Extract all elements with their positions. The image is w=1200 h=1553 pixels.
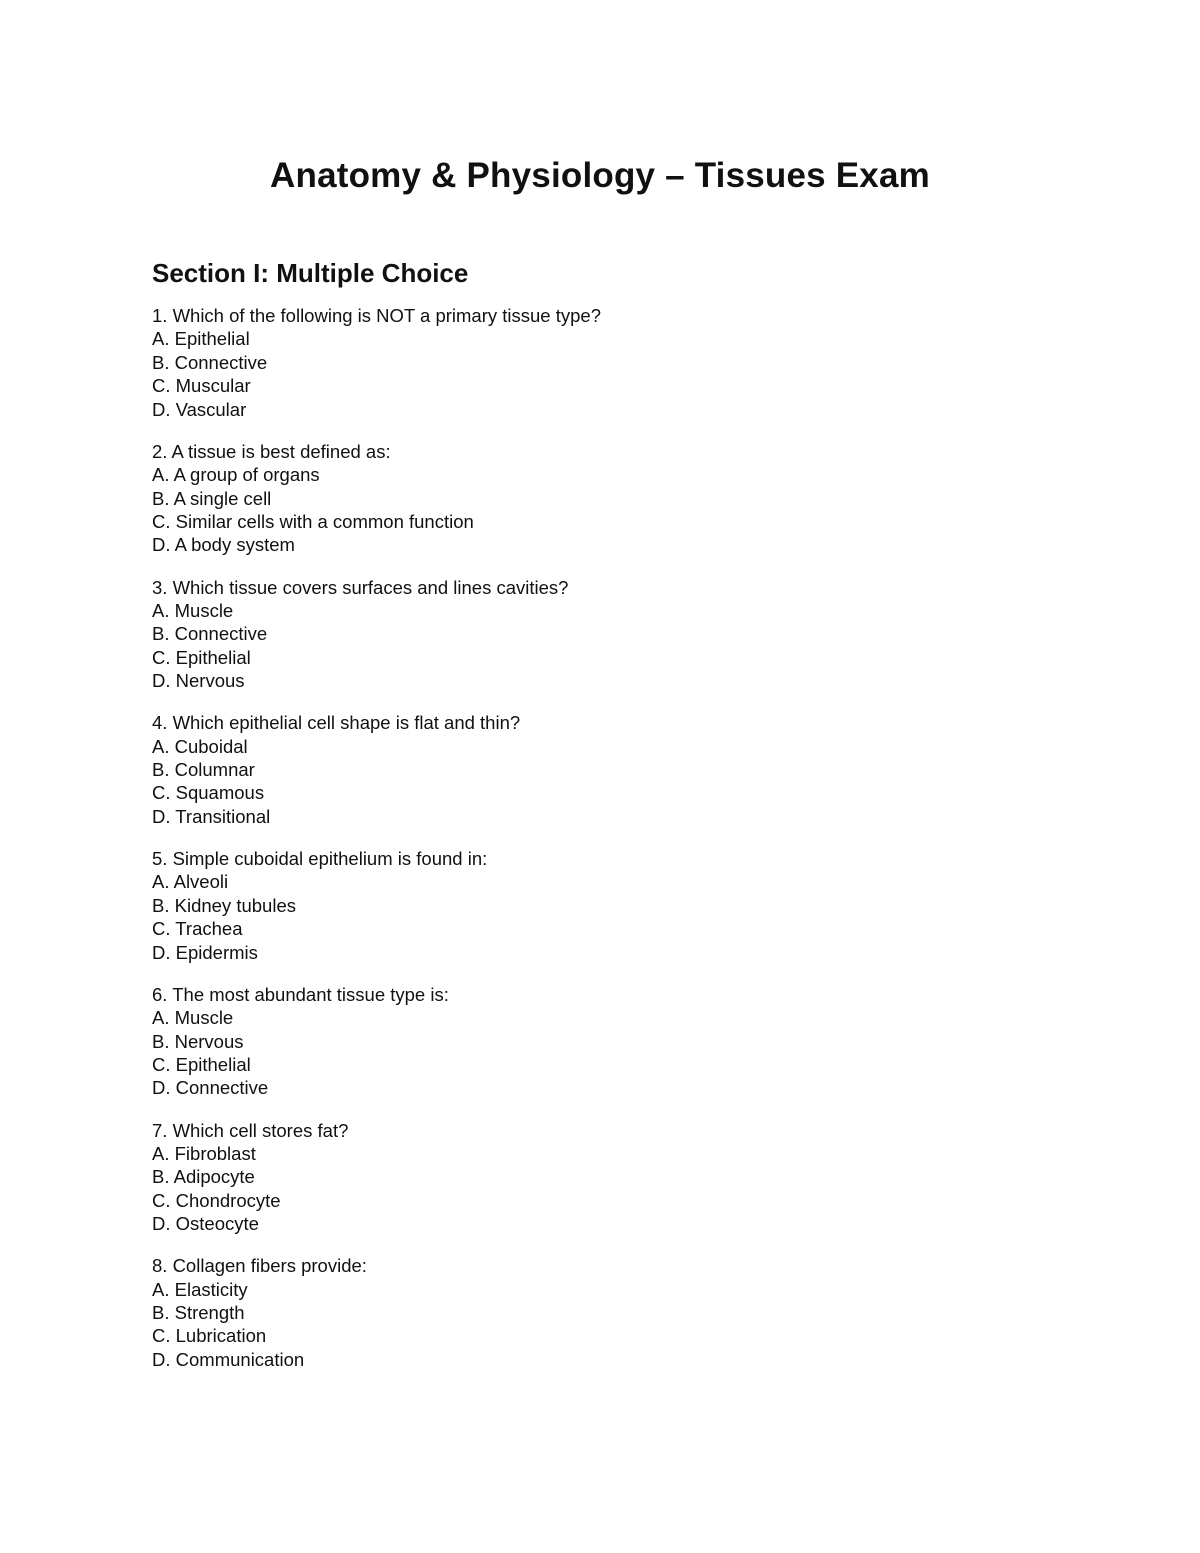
answer-option-c: C. Squamous: [152, 782, 265, 804]
question-prompt: 1. Which of the following is NOT a primary tissue type?: [152, 305, 601, 326]
question-prompt: 4. Which epithelial cell shape is flat and thin?: [152, 712, 521, 734]
document-title: Anatomy & Physiology – Tissues Exam: [270, 156, 930, 195]
question-1: [152, 304, 1052, 421]
answer-option-a: A. Muscle: [152, 1007, 234, 1029]
question-prompt: 8. Collagen fibers provide:: [152, 1255, 367, 1277]
answer-option-c: C. Chondrocyte: [152, 1189, 281, 1211]
answer-option-b: B. Nervous: [152, 1030, 244, 1052]
answer-option-a: A. Alveoli: [152, 871, 229, 893]
question-prompt: 5. Simple cuboidal epithelium is found in:: [152, 848, 488, 869]
answer-option-d: D. A body system: [152, 534, 295, 556]
answer-option-c: C. Trachea: [152, 918, 243, 940]
question-6: [152, 983, 1052, 1100]
question-prompt: 6. The most abundant tissue type is:: [152, 983, 449, 1005]
answer-option-a: A. Epithelial: [152, 328, 250, 350]
answer-option-a: A. A group of organs: [152, 464, 320, 486]
answer-option-a: A. Muscle: [152, 599, 234, 621]
question-3: [152, 576, 1052, 693]
answer-option-d: D. Communication: [152, 1348, 305, 1370]
answer-option-b: B. Kidney tubules: [152, 894, 296, 916]
answer-option-c: C. Epithelial: [152, 646, 251, 668]
answer-option-d: D. Epidermis: [152, 941, 258, 963]
question-prompt: 3. Which tissue covers surfaces and lines cavities?: [152, 576, 569, 598]
question-prompt: 2. A tissue is best defined as:: [152, 440, 391, 462]
answer-option-d: D. Connective: [152, 1077, 269, 1099]
question-2: [152, 440, 1052, 557]
answer-option-c: C. Epithelial: [152, 1053, 251, 1075]
answer-option-b: B. Columnar: [152, 759, 255, 781]
answer-option-a: A. Fibroblast: [152, 1142, 256, 1164]
answer-option-a: A. Elasticity: [152, 1278, 248, 1300]
answer-option-b: B. A single cell: [152, 487, 272, 509]
answer-option-c: C. Lubrication: [152, 1325, 267, 1347]
question-list: [152, 304, 1052, 1390]
answer-option-d: D. Nervous: [152, 670, 245, 692]
question-5: [152, 847, 1052, 964]
answer-option-b: B. Strength: [152, 1302, 245, 1324]
question-7: [152, 1119, 1052, 1236]
answer-option-b: B. Connective: [152, 623, 268, 645]
answer-option-d: D. Vascular: [152, 398, 247, 420]
question-4: [152, 711, 1052, 828]
question-prompt: 7. Which cell stores fat?: [152, 1119, 349, 1141]
answer-option-d: D. Transitional: [152, 805, 271, 827]
answer-option-a: A. Cuboidal: [152, 735, 248, 757]
answer-option-b: B. Adipocyte: [152, 1166, 255, 1188]
section-heading: Section I: Multiple Choice: [152, 258, 469, 288]
answer-option-b: B. Connective: [152, 351, 268, 373]
answer-option-c: C. Similar cells with a common function: [152, 510, 474, 532]
question-8: [152, 1254, 1052, 1371]
answer-option-c: C. Muscular: [152, 375, 251, 397]
answer-option-d: D. Osteocyte: [152, 1213, 259, 1235]
